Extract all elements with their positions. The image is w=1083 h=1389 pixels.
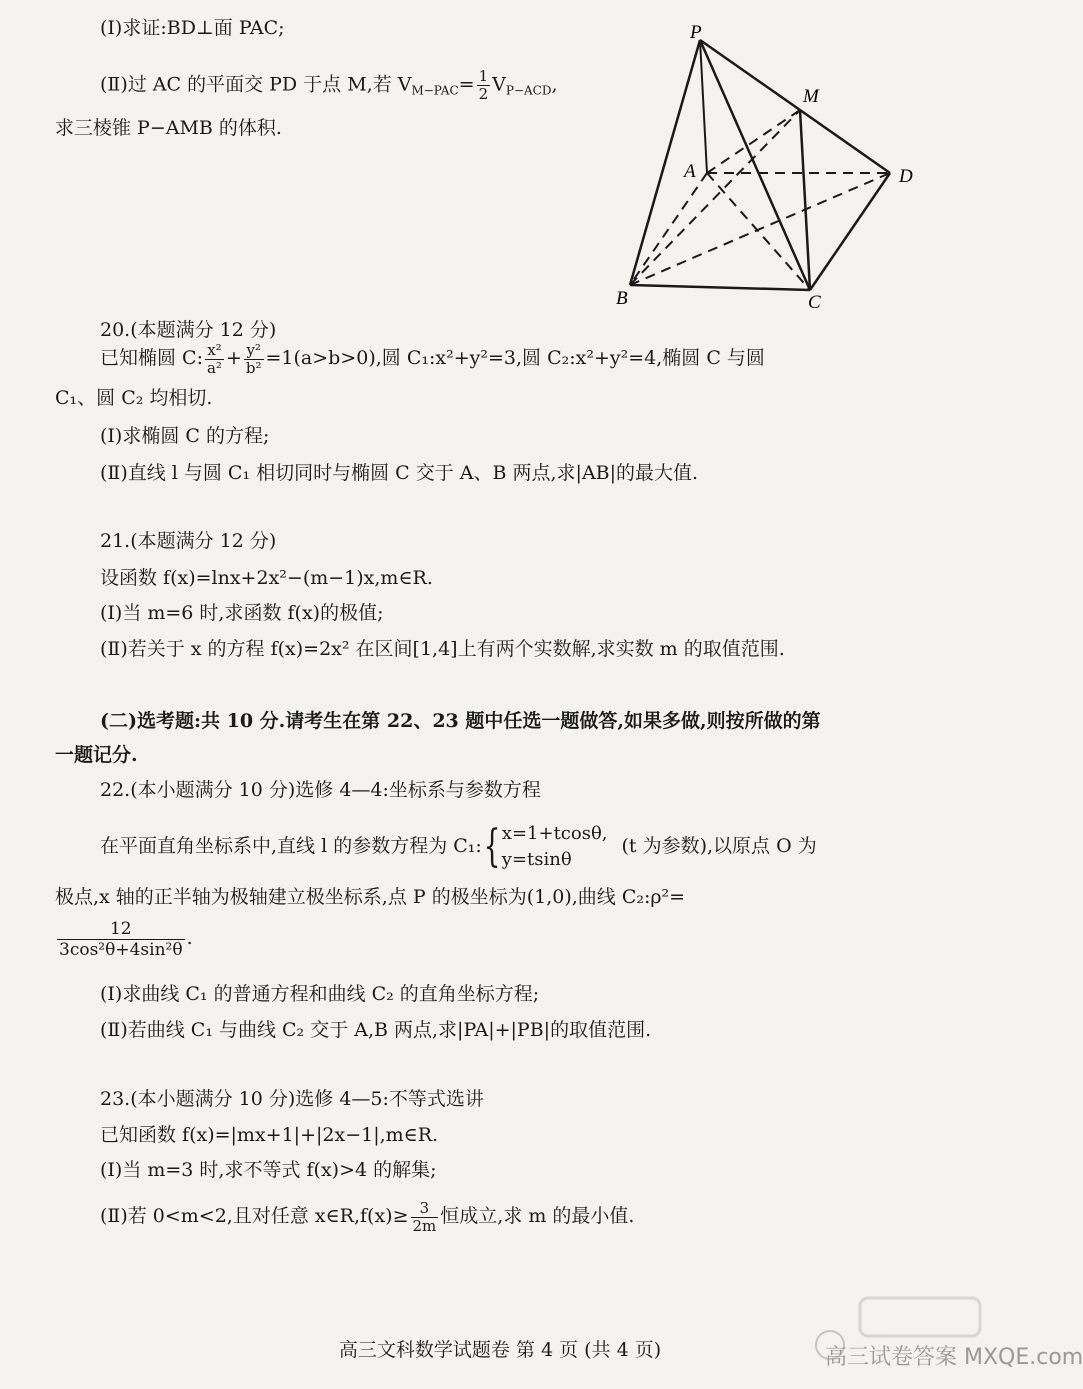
q22-text-b: (t 为参数),以原点 O 为 [621,835,817,857]
label-C: C [808,292,821,313]
q23-frac-num: 3 [411,1200,439,1218]
q23-frac-den: 2m [412,1216,437,1235]
q21-title: 21.(本题满分 12 分) [100,530,277,552]
page-footer: 高三文科数学试题卷 第 4 页 (共 4 页) [338,1339,662,1361]
label-M: M [803,86,819,107]
edge-AC [707,173,810,290]
q22-part2: (Ⅱ)若曲线 C₁ 与曲线 C₂ 交于 A,B 两点,求|PA|+|PB|的取值范围. [100,1019,652,1041]
q19-part2-text-b: V [492,73,506,96]
q19-frac-num: 1 [478,67,489,85]
q20-line1 [100,340,765,377]
q22-system [502,821,608,873]
q20-fx-den: a² [206,358,222,377]
q19-half-fraction [477,68,491,103]
q23-text-a: (Ⅱ)若 0<m<2,且对任意 x∈R,f(x)≥ [100,1205,409,1227]
q23-part2 [100,1196,634,1236]
q21-line1: 设函数 f(x)=lnx+2x²−(m−1)x,m∈R. [100,567,433,589]
q19-part2-text-a: (Ⅱ)过 AC 的平面交 PD 于点 M,若 V [100,73,412,96]
q21-part2: (Ⅱ)若关于 x 的方程 f(x)=2x² 在区间[1,4]上有两个实数解,求实数 m 的取值范围. [100,638,785,660]
q20-frac-x [205,342,224,377]
q19-eq: = [458,73,475,96]
q22-frac-end: . [186,927,193,949]
q20-text-a: 已知椭圆 C: [100,347,203,369]
q20-fy-num: y² [244,342,264,360]
q23-part1: (Ⅰ)当 m=3 时,求不等式 f(x)>4 的解集; [100,1159,437,1181]
label-A: A [684,161,696,182]
q23-fraction [411,1200,439,1235]
q20-frac-y [244,342,264,377]
optional-line2: 一题记分. [55,744,138,766]
q20-title: 20.(本题满分 12 分) [100,319,277,341]
q20-part2: (Ⅱ)直线 l 与圆 C₁ 相切同时与椭圆 C 交于 A、B 两点,求|AB|的最大值. [100,462,699,484]
label-P: P [690,22,702,43]
q22-text-a: 在平面直角坐标系中,直线 l 的参数方程为 C₁: [100,835,482,857]
q20-fy-den: b² [245,358,262,377]
q19-sub1: M−PAC [411,83,459,98]
optional-line1: (二)选考题:共 10 分.请考生在第 22、23 题中任选一题做答,如果多做,则按所做的第 [100,710,821,732]
edge-BC [630,285,810,290]
q20-text-b: =1(a>b>0),圆 C₁:x²+y²=3,圆 C₂:x²+y²=4,椭圆 C 与圆 [265,347,765,369]
q22-sys1: x=1+tcosθ, [501,823,608,844]
q20-line2: C₁、圆 C₂ 均相切. [55,387,213,409]
system-brace: { [483,821,501,872]
q22-title: 22.(本小题满分 10 分)选修 4—4:坐标系与参数方程 [100,779,541,801]
q19-part2-line1 [100,68,558,103]
watermark-text: 高三试卷答案 MXQE.com [825,1345,1083,1370]
edge-MC [800,110,810,290]
q22-rho-fraction [57,919,185,960]
q19-part2-line2: 求三棱锥 P−AMB 的体积. [55,117,282,139]
watermark-frame [860,1298,980,1336]
edge-PA [700,40,707,173]
q22-sys2: y=tsinθ [501,849,572,870]
q22-fraction-line [55,918,193,960]
q23-line1: 已知函数 f(x)=|mx+1|+|2x−1|,m∈R. [100,1124,439,1146]
q22-part1: (Ⅰ)求曲线 C₁ 的普通方程和曲线 C₂ 的直角坐标方程; [100,983,540,1005]
q21-part1: (Ⅰ)当 m=6 时,求函数 f(x)的极值; [100,602,384,624]
q20-part1: (Ⅰ)求椭圆 C 的方程; [100,425,270,447]
q20-plus: + [225,347,242,369]
label-D: D [899,166,913,187]
q19-sub2: P−ACD [505,83,552,98]
q22-frac-den: 3cos²θ+4sin²θ [59,939,183,960]
q23-title: 23.(本小题满分 10 分)选修 4—5:不等式选讲 [100,1088,484,1110]
q22-frac-num: 12 [57,919,185,940]
q22-line1 [100,818,817,874]
q22-line2: 极点,x 轴的正半轴为极轴建立极坐标系,点 P 的极坐标为(1,0),曲线 C₂:ρ²= [55,886,686,908]
label-B: B [616,288,628,309]
q23-text-b: 恒成立,求 m 的最小值. [440,1205,635,1227]
q19-part2-end: , [551,73,558,96]
q19-part1: (Ⅰ)求证:BD⊥面 PAC; [100,17,285,39]
pyramid-figure [590,10,930,313]
q19-frac-den: 2 [478,85,489,103]
q20-fx-num: x² [205,342,224,360]
